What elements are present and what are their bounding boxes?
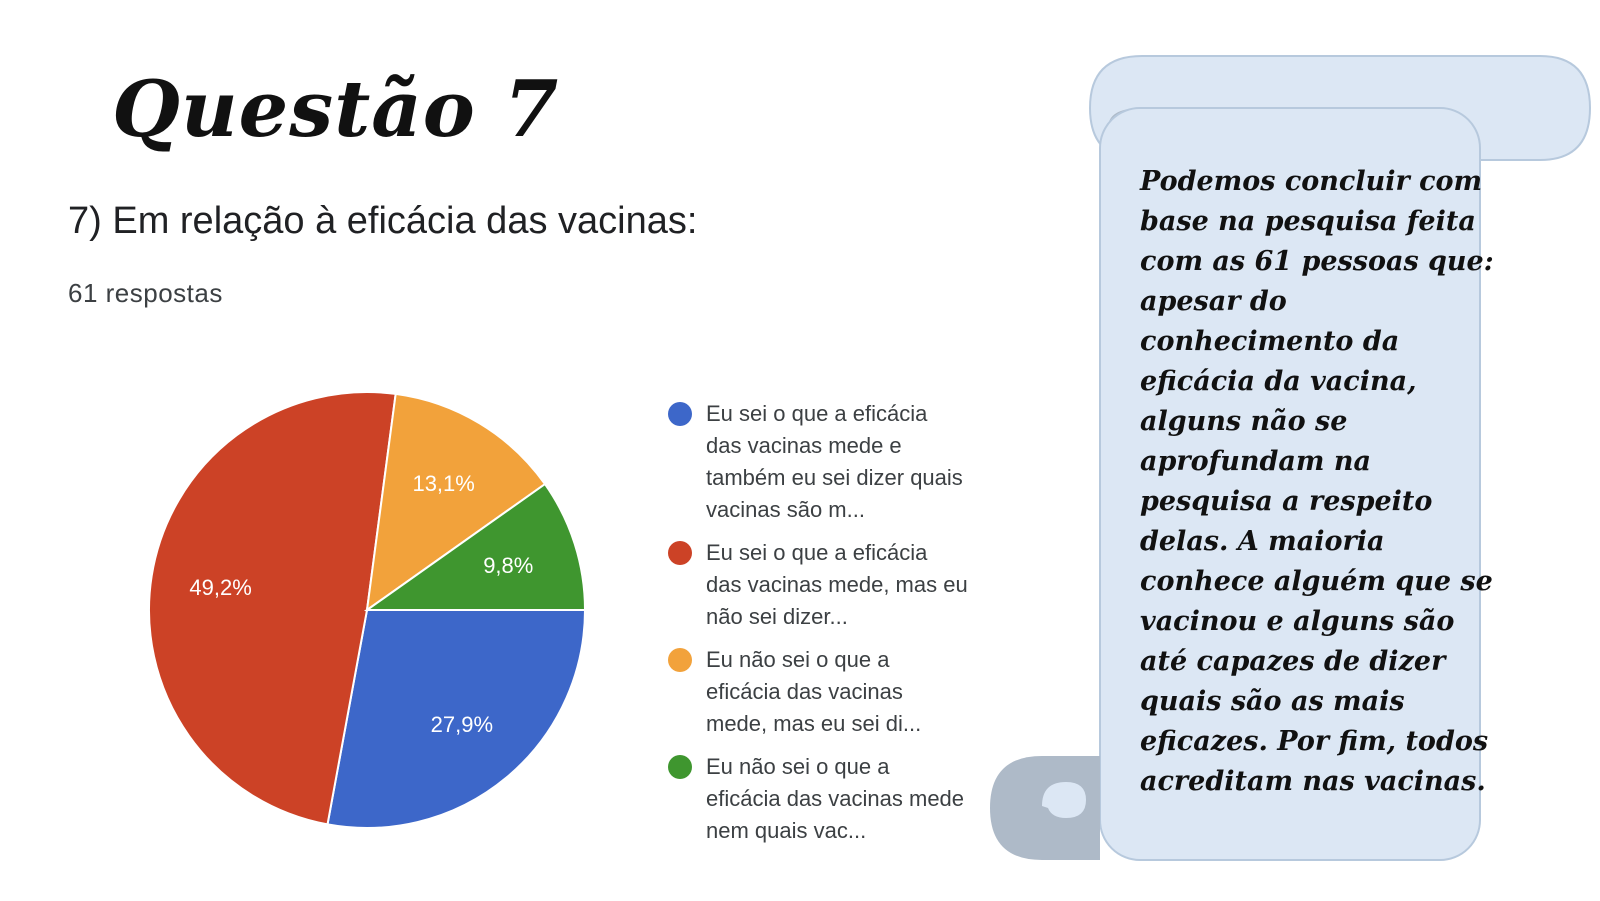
legend-swatch-2 xyxy=(668,541,692,565)
legend-label-3: Eu não sei o que a eficácia das vacinas mede, mas eu sei di... xyxy=(706,647,922,736)
legend-label-2: Eu sei o que a eficácia das vacinas mede, mas eu não sei dizer... xyxy=(706,540,968,629)
legend-item-4 xyxy=(668,751,968,847)
conclusion-text: Podemos concluir com base na pesquisa feita com as 61 pessoas que: apesar do conhecimento da eficácia da vacina, alguns não se aprofundam na pesquisa a respeito delas. A maioria conhece alguém que se vacinou e alguns são até capazes de dizer quais são as mais eficazes. Por fim, todos acreditam nas vacinas. xyxy=(1140,166,1494,797)
legend-item-3 xyxy=(668,644,968,740)
legend-item-1 xyxy=(668,398,968,526)
pie-slices xyxy=(149,392,585,828)
chart-legend xyxy=(668,398,968,858)
response-count: 61 respostas xyxy=(68,278,223,308)
legend-swatch-3 xyxy=(668,648,692,672)
pie-data-label-2: 49,2% xyxy=(189,574,252,600)
pie-data-label-3: 13,1% xyxy=(412,471,475,497)
pie-data-label-1: 27,9% xyxy=(430,711,494,737)
slide-title: Questão 7 xyxy=(112,64,560,155)
pie-data-label-4: 9,8% xyxy=(483,553,534,579)
legend-label-1: Eu sei o que a eficácia das vacinas mede e também eu sei dizer quais vacinas são m... xyxy=(706,401,963,522)
legend-label-4: Eu não sei o que a eficácia das vacinas mede nem quais vac... xyxy=(706,754,965,843)
legend-swatch-4 xyxy=(668,755,692,779)
legend-item-2 xyxy=(668,537,968,633)
chart-title: 7) Em relação à eficácia das vacinas: xyxy=(68,200,698,242)
legend-swatch-1 xyxy=(668,402,692,426)
